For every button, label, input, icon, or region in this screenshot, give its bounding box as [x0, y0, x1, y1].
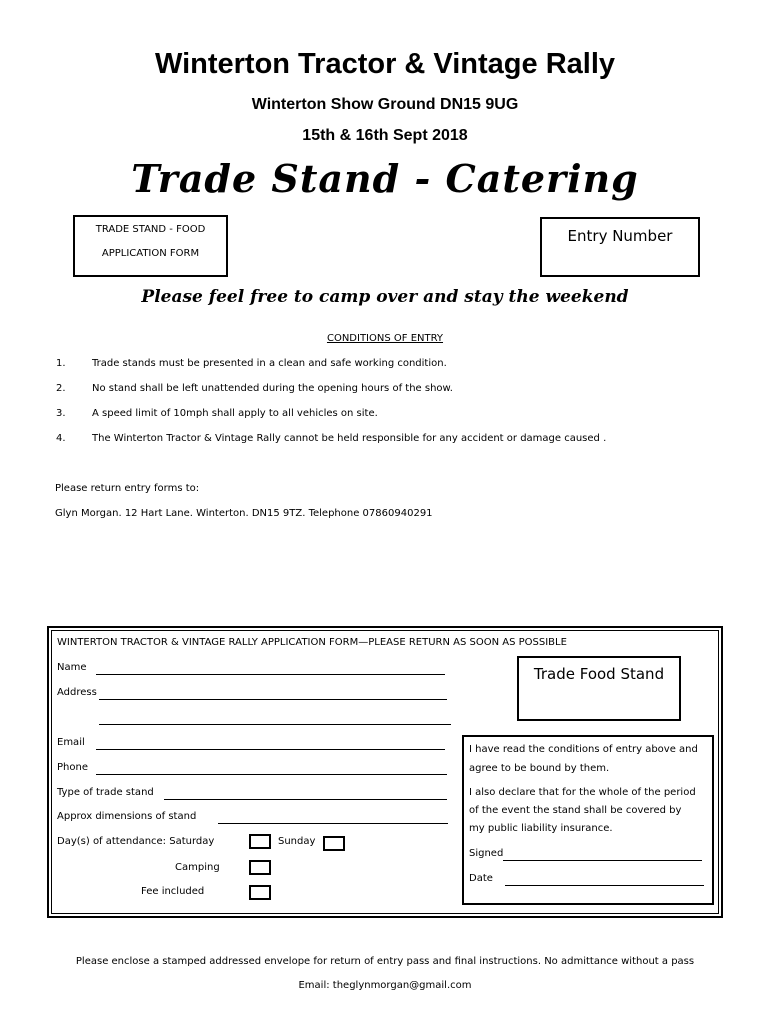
condition-text: The Winterton Tractor & Vintage Rally cannot be held responsible for any accident or damage caused .	[92, 433, 607, 444]
conditions-heading: CONDITIONS OF ENTRY	[326, 333, 444, 344]
form-type-heading: Trade Stand - Catering	[131, 156, 639, 201]
declaration-line: my public liability insurance.	[469, 823, 613, 834]
trade-type-label: Type of trade stand	[57, 787, 154, 798]
phone-field[interactable]	[96, 774, 447, 775]
return-label: Please return entry forms to:	[55, 483, 200, 494]
entry-number-label: Entry Number	[567, 227, 673, 245]
fee-label: Fee included	[141, 886, 205, 897]
condition-number: 3.	[56, 408, 66, 419]
sunday-label: Sunday	[278, 836, 316, 847]
form-type-line1: TRADE STAND - FOOD	[95, 224, 206, 235]
days-label: Day(s) of attendance: Saturday	[57, 836, 215, 847]
address-field[interactable]	[99, 699, 447, 700]
camp-note: Please feel free to camp over and stay the weekend	[141, 287, 629, 307]
condition-text: No stand shall be left unattended during the opening hours of the show.	[92, 383, 453, 394]
fee-checkbox[interactable]	[249, 885, 271, 900]
dimensions-label: Approx dimensions of stand	[57, 811, 197, 822]
name-label: Name	[57, 662, 87, 673]
saturday-checkbox[interactable]	[249, 834, 271, 849]
signed-label: Signed	[469, 848, 504, 859]
declaration-line: agree to be bound by them.	[469, 763, 610, 774]
declaration-line: I also declare that for the whole of the period	[469, 787, 696, 798]
date-label: Date	[469, 873, 493, 884]
return-address: Glyn Morgan. 12 Hart Lane. Winterton. DN15 9TZ. Telephone 07860940291	[55, 508, 433, 519]
camping-checkbox[interactable]	[249, 860, 271, 875]
address-field-line2[interactable]	[99, 724, 451, 725]
trade-food-stand-label: Trade Food Stand	[533, 665, 665, 683]
page-title: Winterton Tractor & Vintage Rally	[154, 48, 616, 80]
date-field[interactable]	[505, 885, 704, 886]
condition-text: Trade stands must be presented in a clean and safe working condition.	[92, 358, 447, 369]
venue-line: Winterton Show Ground DN15 9UG	[251, 96, 519, 113]
dimensions-field[interactable]	[218, 823, 448, 824]
form-type-line2: APPLICATION FORM	[101, 248, 200, 259]
sunday-checkbox[interactable]	[323, 836, 345, 851]
dates-line: 15th & 16th Sept 2018	[302, 127, 468, 144]
condition-text: A speed limit of 10mph shall apply to all vehicles on site.	[92, 408, 378, 419]
signature-field[interactable]	[503, 860, 702, 861]
declaration-box	[462, 735, 714, 905]
entry-number-box[interactable]	[540, 217, 700, 277]
phone-label: Phone	[57, 762, 88, 773]
trade-food-stand-box	[517, 656, 681, 721]
email-label: Email	[57, 737, 85, 748]
footer-email: Email: theglynmorgan@gmail.com	[298, 980, 472, 991]
condition-number: 1.	[56, 358, 66, 369]
application-heading: WINTERTON TRACTOR & VINTAGE RALLY APPLICATION FORM—PLEASE RETURN AS SOON AS POSSIBLE	[57, 637, 567, 648]
name-field[interactable]	[96, 674, 445, 675]
declaration-line: I have read the conditions of entry above and	[469, 744, 698, 755]
declaration-line: of the event the stand shall be covered by	[469, 805, 682, 816]
email-field[interactable]	[96, 749, 445, 750]
condition-number: 4.	[56, 433, 66, 444]
form-type-box	[73, 215, 228, 277]
address-label: Address	[57, 687, 97, 698]
footer-note: Please enclose a stamped addressed envelope for return of entry pass and final instructions. No admittance without a pass	[75, 956, 695, 967]
camping-label: Camping	[175, 862, 220, 873]
trade-type-field[interactable]	[164, 799, 447, 800]
condition-number: 2.	[56, 383, 66, 394]
